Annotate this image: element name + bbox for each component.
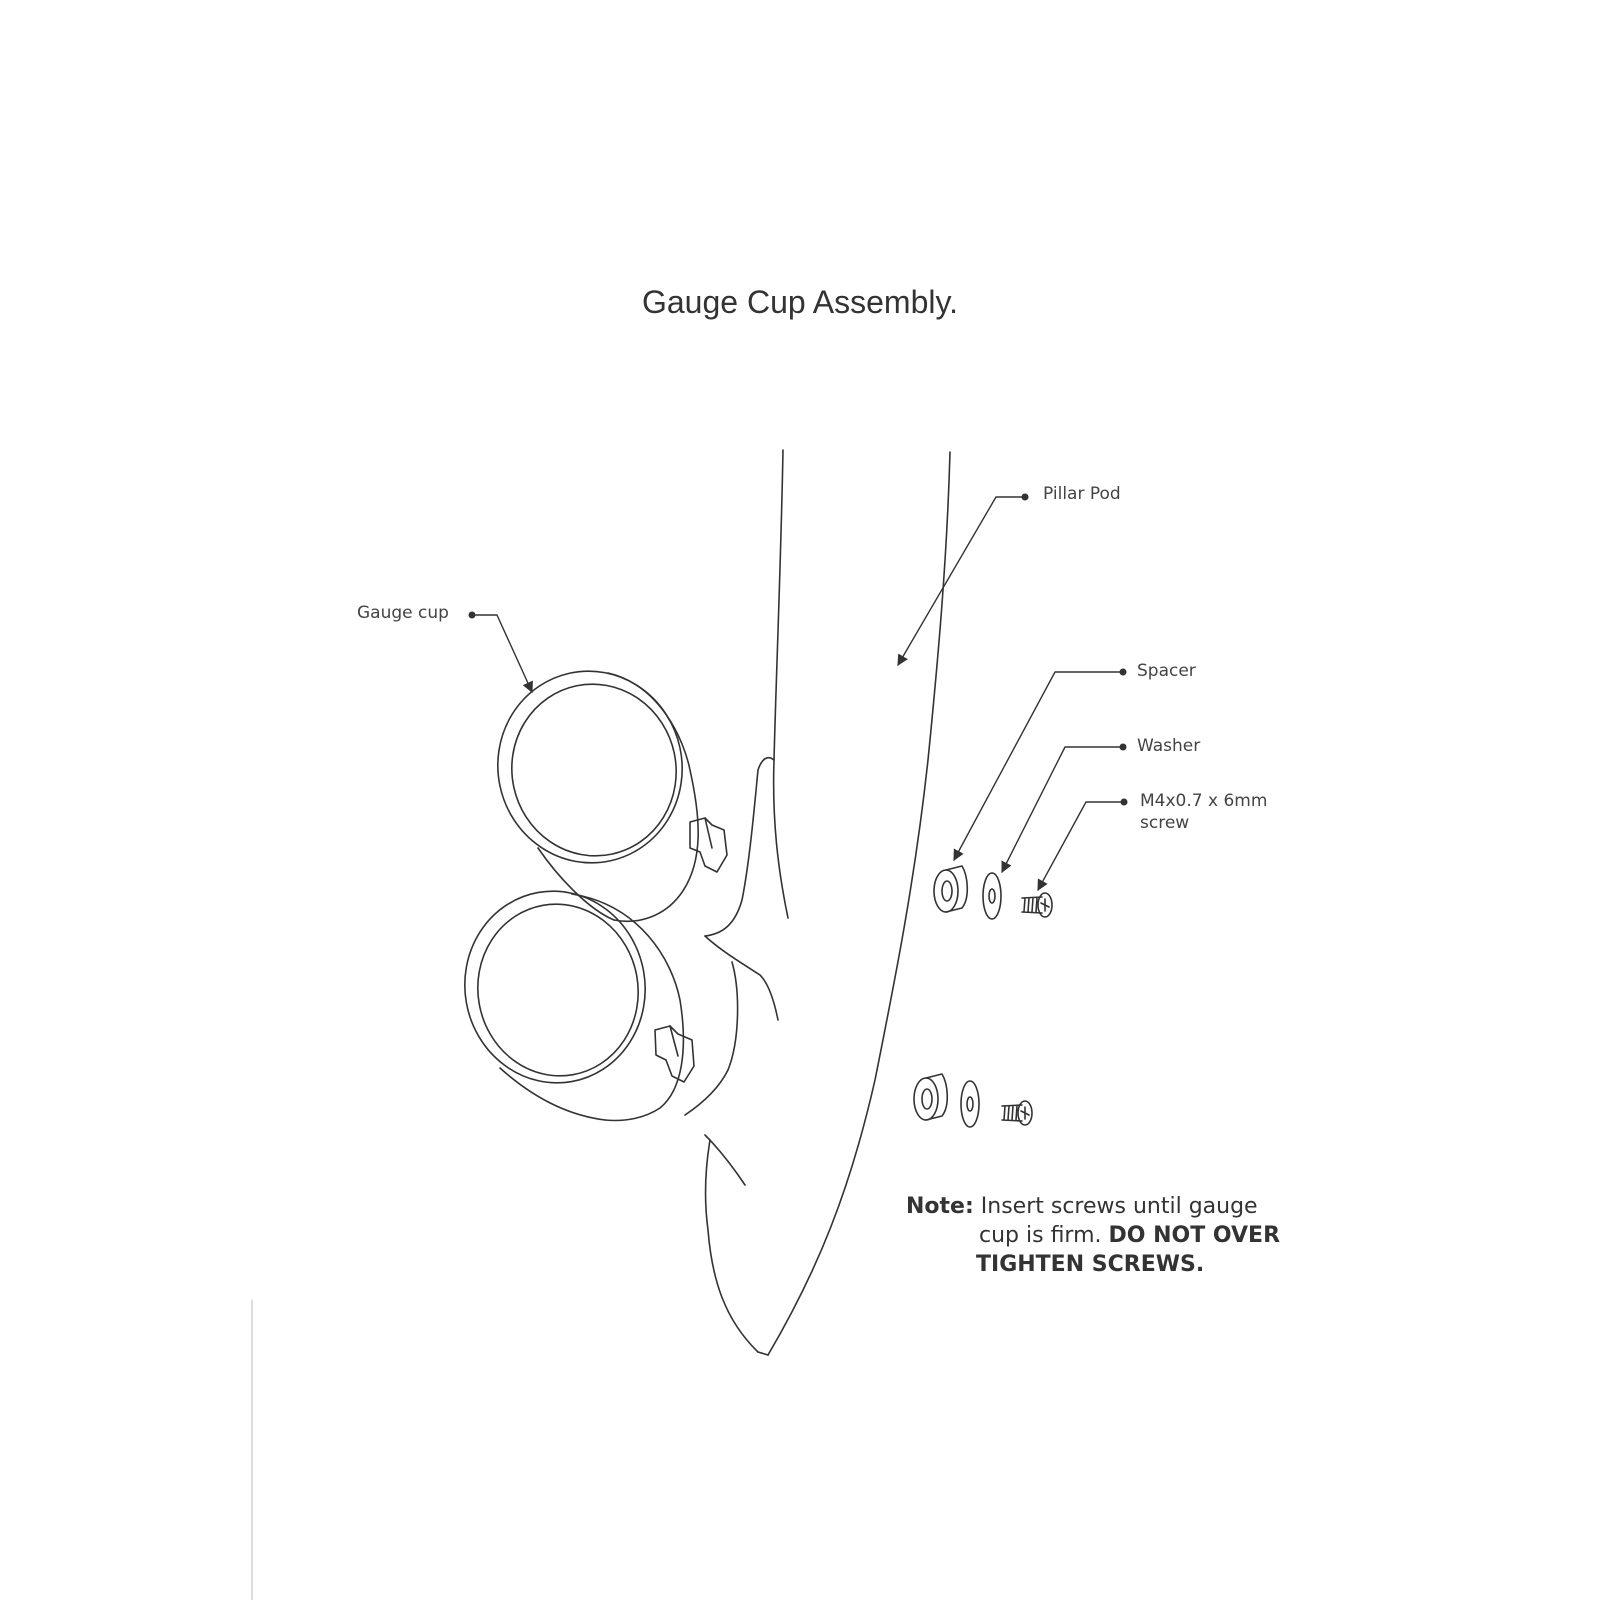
- note-emphasis-line1: DO NOT OVER: [1108, 1223, 1281, 1248]
- washer-icon: [983, 873, 1001, 919]
- label-spacer: Spacer: [1137, 661, 1196, 681]
- gauge-cup-icon: [480, 654, 727, 921]
- label-screw: screw: [1140, 813, 1190, 833]
- label-gauge-cup: Gauge cup: [357, 603, 449, 623]
- screw-icon: [1002, 1101, 1032, 1125]
- spacer-icon: [914, 1074, 947, 1120]
- assembly-note: [906, 1192, 1326, 1279]
- washer-icon: [961, 1081, 979, 1127]
- note-text-line1: Insert screws until gauge: [980, 1194, 1258, 1219]
- screw-icon: [1022, 893, 1052, 917]
- page-title: Gauge Cup Assembly.: [641, 284, 958, 320]
- label-screw-spec: M4x0.7 x 6mm: [1140, 791, 1268, 811]
- note-prefix: Note:: [906, 1194, 974, 1219]
- spacer-icon: [934, 866, 967, 912]
- note-text-line2: cup is firm.: [979, 1223, 1102, 1248]
- note-emphasis-line2: TIGHTEN SCREWS.: [976, 1252, 1205, 1277]
- label-pillar-pod: Pillar Pod: [1043, 484, 1121, 504]
- leader-lines: [469, 494, 1128, 891]
- label-washer: Washer: [1137, 736, 1201, 756]
